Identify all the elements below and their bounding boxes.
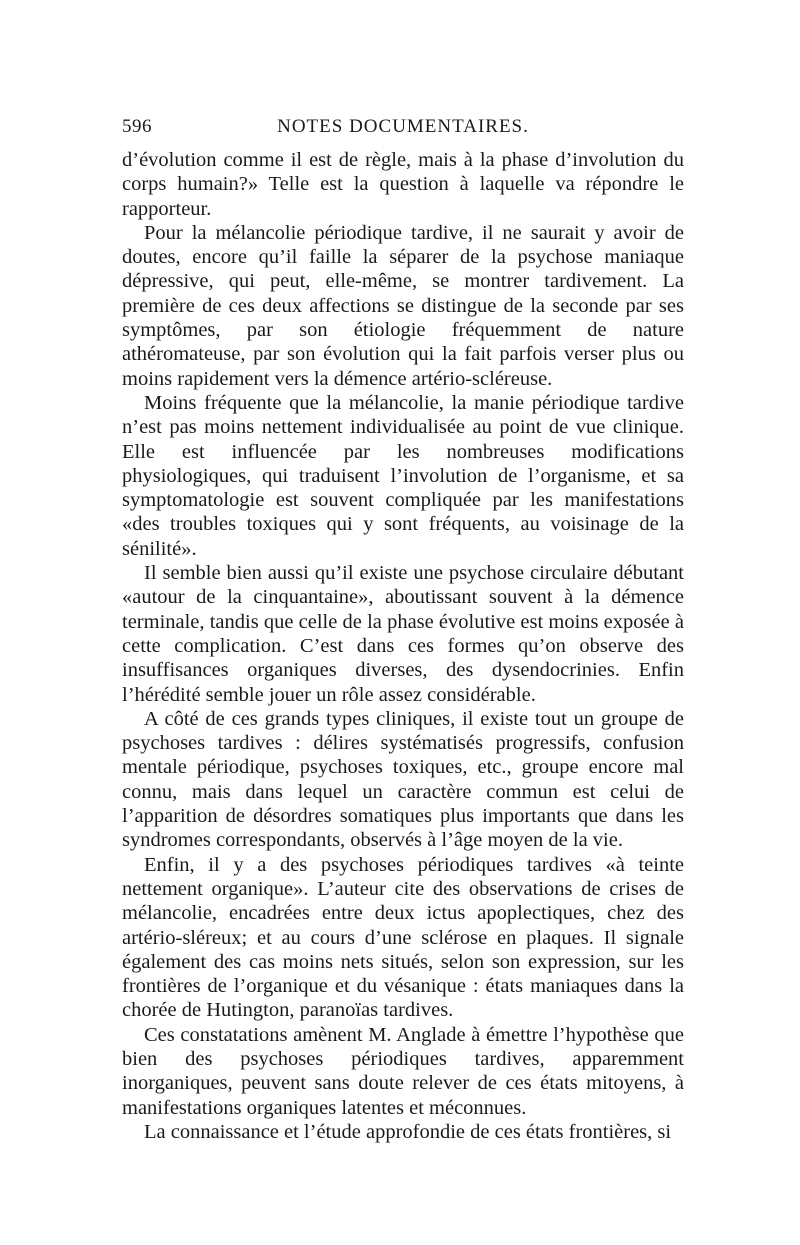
- paragraph-melancolie: Pour la mélancolie périodique tardive, il ne saurait y avoir de doutes, encore qu’il faille la séparer de la psychose maniaque dépressive, qui peut, elle-même, se montrer tardivement. La première de ces deux affections se distingue de la seconde par ses symptômes, par son étiologie fréquemment de nature athéromateuse, par son évolution qui la fait parfois verser plus ou moins rapidement vers la démence artério-scléreuse.: [122, 221, 684, 390]
- paragraph-connaissance: La connaissance et l’étude approfondie de ces états frontières, si: [144, 1120, 672, 1143]
- paragraph-constatations: Ces constatations amènent M. Anglade à émettre l’hypothèse que bien des psychoses périodiques tardives, apparemment inorganiques, peuvent sans doute relever de ces états mitoyens, à manifestations organiques latentes et méconnues.: [122, 1023, 684, 1119]
- document-page: [122, 116, 684, 1144]
- running-title: NOTES DOCUMENTAIRES.: [277, 116, 529, 137]
- paragraph-psychose-circulaire: Il semble bien aussi qu’il existe une psychose circulaire débutant «autour de la cinquantaine», aboutissant souvent à la démence terminale, tandis que celle de la phase évolutive est moins exposée à cette complication. C’est dans ces formes qu’on observe des insuffisances organiques diverses, des dysendocrinies. Enfin l’hérédité semble jouer un rôle assez considérable.: [122, 562, 684, 706]
- paragraph-manie: Moins fréquente que la mélancolie, la manie périodique tardive n’est pas moins nettement individualisée au point de vue clinique. Elle est influencée par les nombreuses modifications physiologiques, qui traduisent l’involution de l’organisme, et sa symptomatologie est souvent compliquée par les manifestations «des troubles toxiques qui y sont fréquents, au voisinage de la sénilité».: [122, 391, 684, 560]
- page-header: [122, 116, 684, 144]
- page-number: 596: [122, 116, 152, 137]
- body-text: [122, 148, 684, 1144]
- paragraph-teinte-organique: Enfin, il y a des psychoses périodiques tardives «à teinte nettement organique». L’auteur cite des observations de crises de mélancolie, encadrées entre deux ictus apoplectiques, chez des artério-sléreux; et au cours d’une sclérose en plaques. Il signale également des cas moins nets situés, selon son expression, sur les frontières de l’organique et du vésanique : états maniaques dans la chorée de Hutington, paranoïas tardives.: [122, 853, 684, 1022]
- paragraph-continuation: d’évolution comme il est de règle, mais à la phase d’involution du corps humain?» Telle est la question à laquelle va répondre le rapporteur.: [122, 149, 684, 220]
- paragraph-psychoses-tardives: A côté de ces grands types cliniques, il existe tout un groupe de psychoses tardives : délires systématisés progressifs, confusion mentale périodique, psychoses toxiques, etc., groupe encore mal connu, mais dans lequel un caractère commun est celui de l’apparition de désordres somatiques plus importants que dans les syndromes correspondants, observés à l’âge moyen de la vie.: [122, 707, 684, 852]
